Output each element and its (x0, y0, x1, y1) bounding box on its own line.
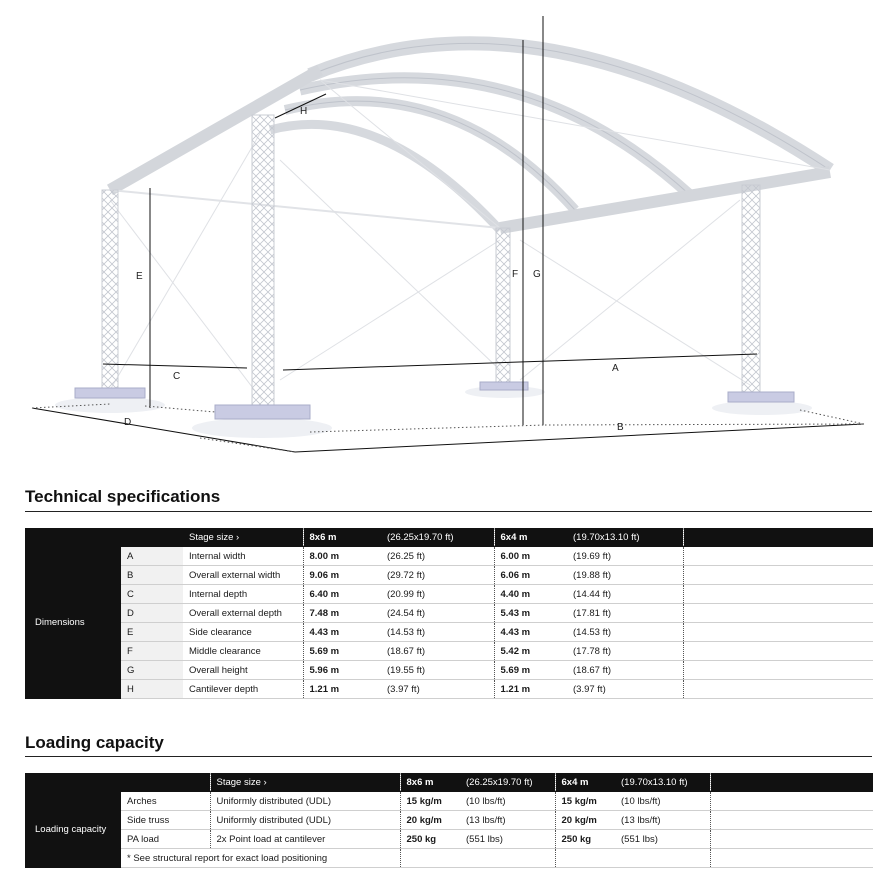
load-item: Arches (121, 792, 210, 811)
size-1-imperial-value: (29.72 ft) (381, 566, 494, 585)
loading-size-2-name: 6x4 m (555, 773, 615, 792)
size-1-metric-value: 5.69 m (303, 642, 381, 661)
technical-title-rule (25, 511, 872, 512)
size-2-metric-value: 6.06 m (494, 566, 567, 585)
loading-header-row (25, 773, 873, 792)
technical-row (25, 661, 873, 680)
size-1-imperial-value: (26.25 ft) (381, 547, 494, 566)
size-2-imperial-value: (18.67 ft) (567, 661, 683, 680)
dimension-letter: D (121, 604, 183, 623)
dimension-label: Internal depth (183, 585, 303, 604)
loading-size-2-imperial: (19.70x13.10 ft) (615, 773, 710, 792)
technical-row (25, 623, 873, 642)
dimension-label: Middle clearance (183, 642, 303, 661)
loading-row (25, 811, 873, 830)
technical-row (25, 585, 873, 604)
size-1-load-imperial: (13 lbs/ft) (460, 811, 555, 830)
dimension-letter: H (121, 680, 183, 699)
dimension-letter: C (121, 585, 183, 604)
size-1-imperial-value: (19.55 ft) (381, 661, 494, 680)
loading-body (25, 792, 873, 868)
size-2-load-imperial: (551 lbs) (615, 830, 710, 849)
dim-label-a: A (612, 363, 619, 374)
load-type: Uniformly distributed (UDL) (210, 792, 400, 811)
size-2-load-value: 250 kg (555, 830, 615, 849)
size-2-imperial-value: (14.53 ft) (567, 623, 683, 642)
dimension-letter: B (121, 566, 183, 585)
size-2-load-imperial: (10 lbs/ft) (615, 792, 710, 811)
loading-title-rule (25, 756, 872, 757)
loading-size-1-name: 8x6 m (400, 773, 460, 792)
loading-row (25, 830, 873, 849)
dimension-letters (124, 106, 624, 433)
size-1-load-imperial: (551 lbs) (460, 830, 555, 849)
size-2-imperial-value: (19.88 ft) (567, 566, 683, 585)
dim-label-h: H (300, 106, 308, 117)
technical-specifications-title: Technical specifications (25, 487, 221, 506)
dim-label-d: D (124, 417, 132, 428)
size-1-imperial-value: (3.97 ft) (381, 680, 494, 699)
technical-row (25, 642, 873, 661)
base-plates (75, 382, 794, 419)
technical-row (25, 566, 873, 585)
dimension-letter: G (121, 661, 183, 680)
loading-capacity-title: Loading capacity (25, 733, 164, 752)
size-1-name: 8x6 m (303, 528, 381, 547)
size-2-imperial-value: (14.44 ft) (567, 585, 683, 604)
dimension-letter: E (121, 623, 183, 642)
size-1-imperial-value: (24.54 ft) (381, 604, 494, 623)
size-1-metric-value: 9.06 m (303, 566, 381, 585)
dim-label-e: E (136, 271, 143, 282)
size-2-load-value: 20 kg/m (555, 811, 615, 830)
technical-specifications-table (25, 528, 873, 699)
size-1-load-value: 20 kg/m (400, 811, 460, 830)
load-type: 2x Point load at cantilever (210, 830, 400, 849)
size-2-imperial: (19.70x13.10 ft) (567, 528, 683, 547)
size-1-metric-value: 7.48 m (303, 604, 381, 623)
size-2-metric-value: 5.42 m (494, 642, 567, 661)
dim-label-c: C (173, 371, 181, 382)
size-2-metric-value: 1.21 m (494, 680, 567, 699)
size-2-imperial-value: (19.69 ft) (567, 547, 683, 566)
dimension-letter: F (121, 642, 183, 661)
size-1-metric-value: 5.96 m (303, 661, 381, 680)
technical-row (25, 547, 873, 566)
loading-group-label: Loading capacity (25, 792, 121, 868)
dimension-label: Cantilever depth (183, 680, 303, 699)
size-2-metric-value: 4.43 m (494, 623, 567, 642)
dimension-label: Overall external depth (183, 604, 303, 623)
size-1-imperial: (26.25x19.70 ft) (381, 528, 494, 547)
floor-shadows (55, 386, 812, 438)
size-1-load-value: 250 kg (400, 830, 460, 849)
technical-body (25, 547, 873, 699)
size-1-metric-value: 1.21 m (303, 680, 381, 699)
technical-row (25, 680, 873, 699)
loading-capacity-table (25, 773, 873, 868)
size-1-metric-value: 6.40 m (303, 585, 381, 604)
dimension-label: Overall height (183, 661, 303, 680)
size-1-imperial-value: (20.99 ft) (381, 585, 494, 604)
dim-label-b: B (617, 422, 624, 433)
dimensions-group-label: Dimensions (25, 547, 121, 699)
size-2-metric-value: 6.00 m (494, 547, 567, 566)
size-1-metric-value: 8.00 m (303, 547, 381, 566)
size-1-load-value: 15 kg/m (400, 792, 460, 811)
dimension-letter: A (121, 547, 183, 566)
loading-stage-size-label: Stage size › (210, 773, 400, 792)
size-2-imperial-value: (3.97 ft) (567, 680, 683, 699)
load-item: Side truss (121, 811, 210, 830)
dimension-label: Internal width (183, 547, 303, 566)
size-1-imperial-value: (18.67 ft) (381, 642, 494, 661)
size-2-metric-value: 4.40 m (494, 585, 567, 604)
size-1-imperial-value: (14.53 ft) (381, 623, 494, 642)
loading-note: * See structural report for exact load positioning (121, 849, 400, 868)
size-2-load-imperial: (13 lbs/ft) (615, 811, 710, 830)
size-2-name: 6x4 m (494, 528, 567, 547)
size-1-metric-value: 4.43 m (303, 623, 381, 642)
dimension-label: Overall external width (183, 566, 303, 585)
load-item: PA load (121, 830, 210, 849)
technical-header-row (25, 528, 873, 547)
stage-size-label: Stage size › (183, 528, 303, 547)
dim-label-g: G (533, 269, 541, 280)
size-2-metric-value: 5.69 m (494, 661, 567, 680)
technical-row (25, 604, 873, 623)
size-1-load-imperial: (10 lbs/ft) (460, 792, 555, 811)
size-2-imperial-value: (17.78 ft) (567, 642, 683, 661)
size-2-load-value: 15 kg/m (555, 792, 615, 811)
loading-note-row (25, 849, 873, 868)
loading-size-1-imperial: (26.25x19.70 ft) (460, 773, 555, 792)
size-2-imperial-value: (17.81 ft) (567, 604, 683, 623)
dimension-label: Side clearance (183, 623, 303, 642)
size-2-metric-value: 5.43 m (494, 604, 567, 623)
loading-row (25, 792, 873, 811)
load-type: Uniformly distributed (UDL) (210, 811, 400, 830)
dim-label-f: F (512, 269, 519, 280)
